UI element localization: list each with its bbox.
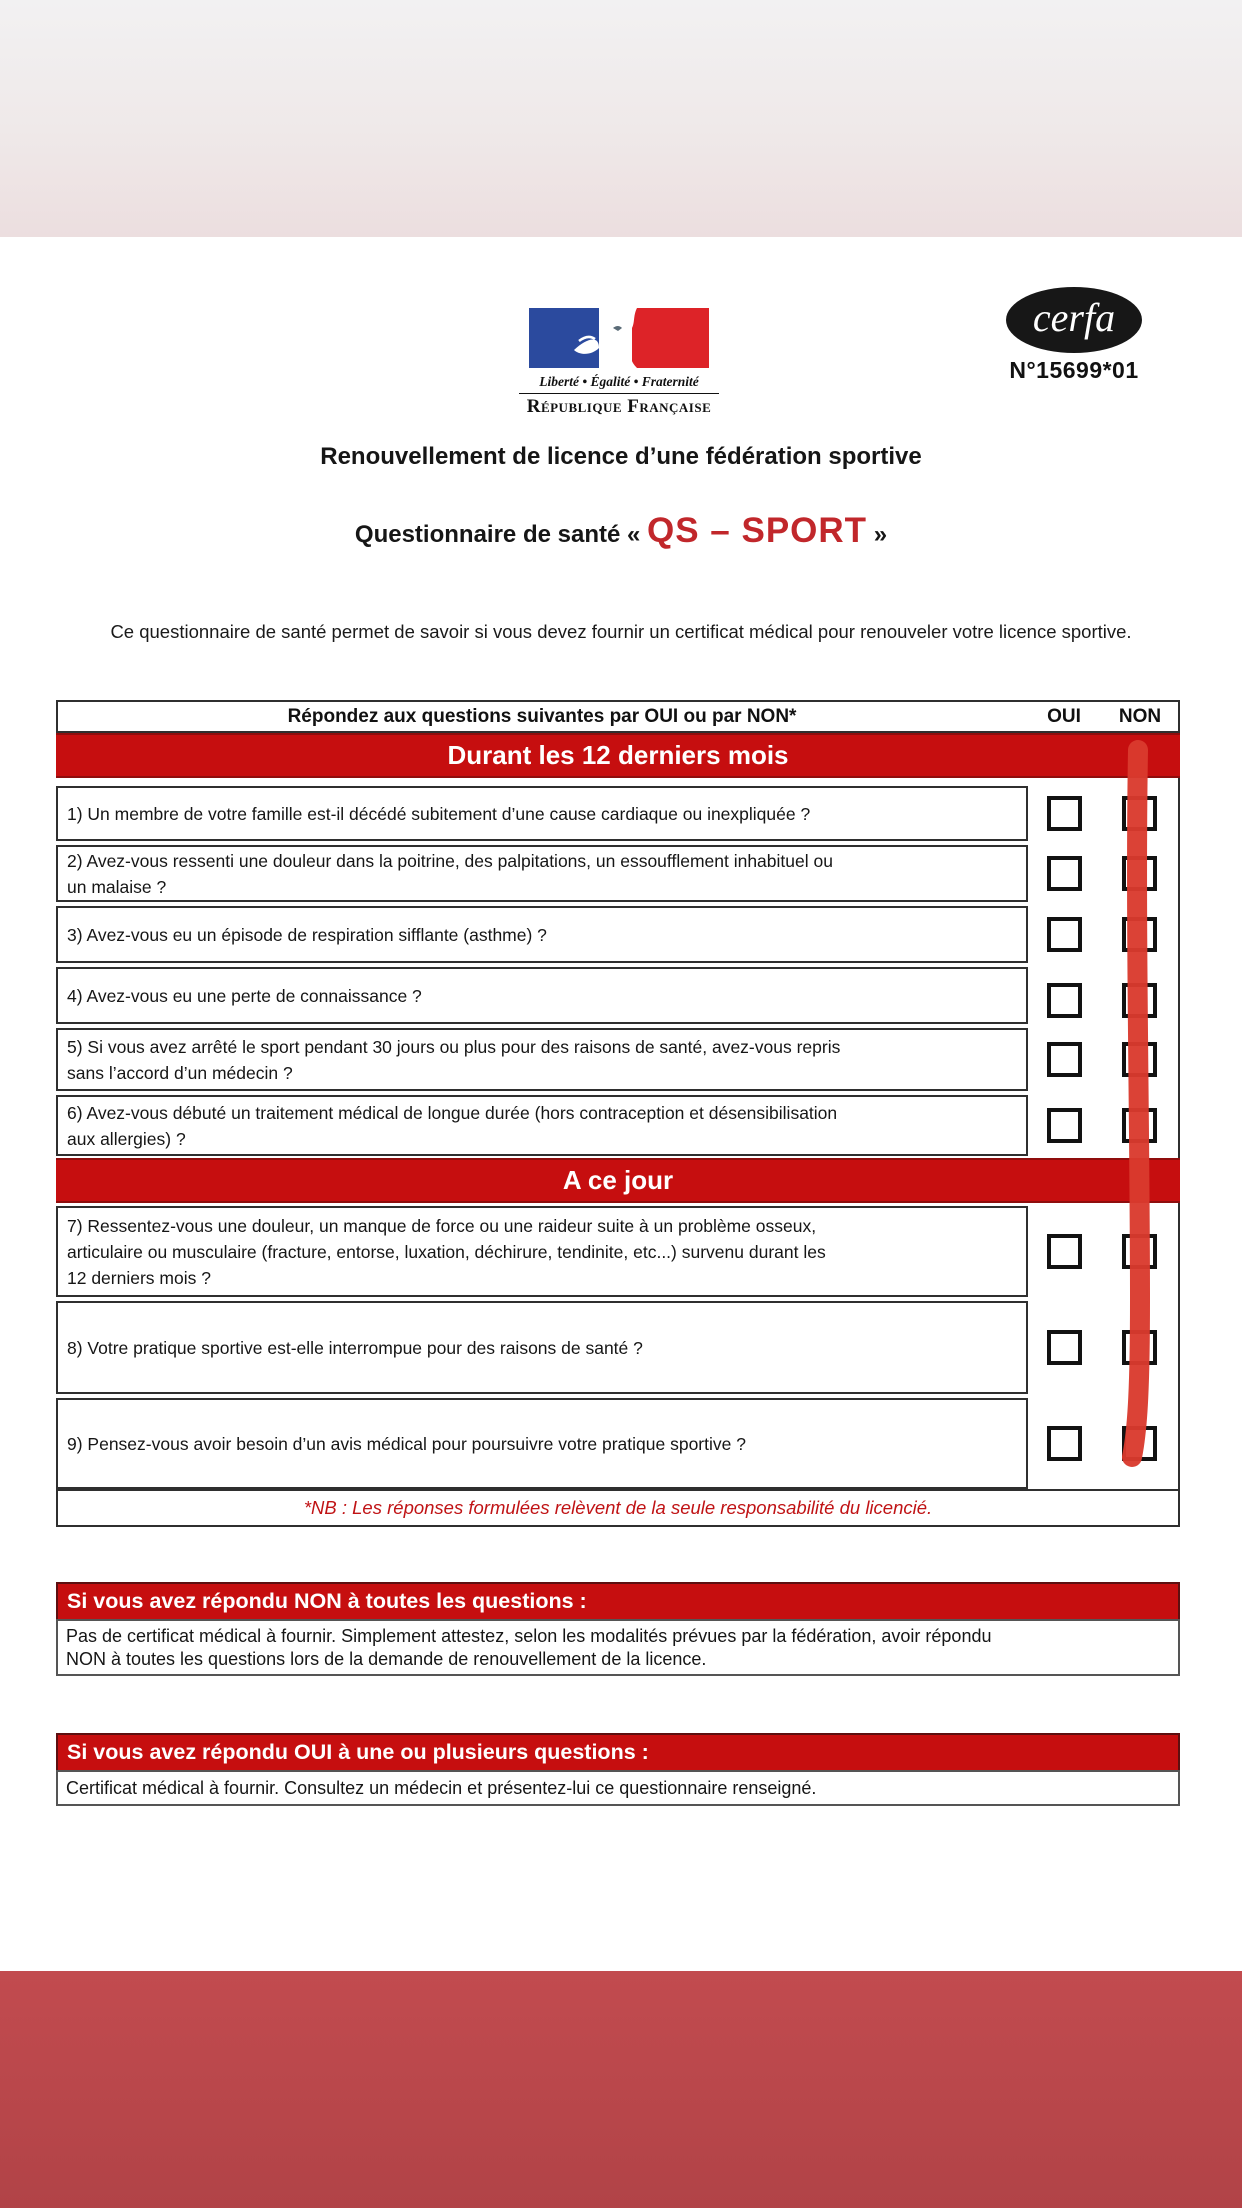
checkbox-q9-non[interactable] — [1122, 1426, 1157, 1461]
question-7: 7) Ressentez-vous une douleur, un manque de force ou une raideur suite à un problème osseux, articulaire ou musculaire (fracture, entorse, luxation, déchirure, tendinite, etc...) survenu durant les 12 derniers mois ? — [56, 1206, 1028, 1297]
checkbox-q4-non[interactable] — [1122, 983, 1157, 1018]
logo-republic-name: République Française — [526, 396, 712, 417]
checkbox-q7-oui[interactable] — [1047, 1234, 1082, 1269]
french-flag-marianne-icon — [529, 308, 709, 368]
question-2: 2) Avez-vous ressenti une douleur dans la poitrine, des palpitations, un essoufflement inhabituel ou un malaise ? — [56, 845, 1028, 902]
checkbox-q5-non[interactable] — [1122, 1042, 1157, 1077]
checkbox-q1-oui[interactable] — [1047, 796, 1082, 831]
cerfa-form-number: N°15699*01 — [1009, 357, 1139, 383]
cerfa-wordmark: cerfa — [1032, 294, 1116, 340]
subtitle-suffix: » — [867, 521, 888, 548]
section-header-a-ce-jour: A ce jour — [56, 1158, 1180, 1203]
page-subtitle — [0, 511, 1242, 551]
checkbox-q8-non[interactable] — [1122, 1330, 1157, 1365]
question-1: 1) Un membre de votre famille est-il décédé subitement d’une cause cardiaque ou inexpliquée ? — [56, 786, 1028, 841]
question-6: 6) Avez-vous débuté un traitement médical de longue durée (hors contraception et désensibilisation aux allergies) ? — [56, 1095, 1028, 1156]
checkbox-q2-non[interactable] — [1122, 856, 1157, 891]
outcome-non-body: Pas de certificat médical à fournir. Simplement attestez, selon les modalités prévues par la fédération, avoir répondu NON à toutes les questions lors de la demande de renouvellement de la licence. — [56, 1619, 1180, 1676]
table-right-border-section1 — [1178, 778, 1180, 1158]
table-footnote: *NB : Les réponses formulées relèvent de la seule responsabilité du licencié. — [56, 1489, 1180, 1527]
checkbox-q7-non[interactable] — [1122, 1234, 1157, 1269]
question-4: 4) Avez-vous eu une perte de connaissance ? — [56, 967, 1028, 1024]
form-document — [0, 237, 1242, 1971]
logo-motto: Liberté • Égalité • Fraternité — [519, 374, 719, 394]
table-header-oui: OUI — [1026, 700, 1104, 733]
outcome-oui-banner — [56, 1733, 1180, 1806]
outcome-non-banner — [56, 1582, 1180, 1676]
subtitle-prefix: Questionnaire de santé « — [354, 521, 647, 548]
checkbox-q3-non[interactable] — [1122, 917, 1157, 952]
checkbox-q9-oui[interactable] — [1047, 1426, 1082, 1461]
outcome-oui-body: Certificat médical à fournir. Consultez un médecin et présentez-lui ce questionnaire renseigné. — [56, 1770, 1180, 1806]
cerfa-logo — [1004, 287, 1144, 384]
checkbox-q5-oui[interactable] — [1047, 1042, 1082, 1077]
intro-text: Ce questionnaire de santé permet de savoir si vous devez fournir un certificat médical pour renouveler votre licence sportive. — [110, 621, 1132, 642]
page-title: Renouvellement de licence d’une fédération sportive — [320, 443, 922, 470]
table-header-non: NON — [1102, 700, 1180, 733]
cerfa-ellipse-icon — [1006, 287, 1142, 353]
checkbox-q6-non[interactable] — [1122, 1108, 1157, 1143]
outcome-non-title: Si vous avez répondu NON à toutes les questions : — [56, 1582, 1180, 1619]
question-5: 5) Si vous avez arrêté le sport pendant 30 jours ou plus pour des raisons de santé, avez-vous repris sans l’accord d’un médecin ? — [56, 1028, 1028, 1091]
bottom-red-band — [0, 1971, 1242, 2208]
questionnaire-table — [56, 700, 1180, 1527]
table-header-question: Répondez aux questions suivantes par OUI ou par NON* — [56, 700, 1028, 733]
checkbox-q8-oui[interactable] — [1047, 1330, 1082, 1365]
status-area-gradient — [0, 0, 1242, 237]
question-8: 8) Votre pratique sportive est-elle interrompue pour des raisons de santé ? — [56, 1301, 1028, 1394]
checkbox-q6-oui[interactable] — [1047, 1108, 1082, 1143]
question-3: 3) Avez-vous eu un épisode de respiration sifflante (asthme) ? — [56, 906, 1028, 963]
checkbox-q1-non[interactable] — [1122, 796, 1157, 831]
checkbox-q2-oui[interactable] — [1047, 856, 1082, 891]
outcome-oui-title: Si vous avez répondu OUI à une ou plusieurs questions : — [56, 1733, 1180, 1770]
question-9: 9) Pensez-vous avoir besoin d’un avis médical pour poursuivre votre pratique sportive ? — [56, 1398, 1028, 1489]
republique-francaise-logo — [519, 308, 719, 418]
section-header-12-derniers-mois: Durant les 12 derniers mois — [56, 733, 1180, 778]
checkbox-q3-oui[interactable] — [1047, 917, 1082, 952]
table-right-border-section2 — [1178, 1203, 1180, 1489]
subtitle-highlight: QS – SPORT — [647, 511, 868, 550]
checkbox-q4-oui[interactable] — [1047, 983, 1082, 1018]
